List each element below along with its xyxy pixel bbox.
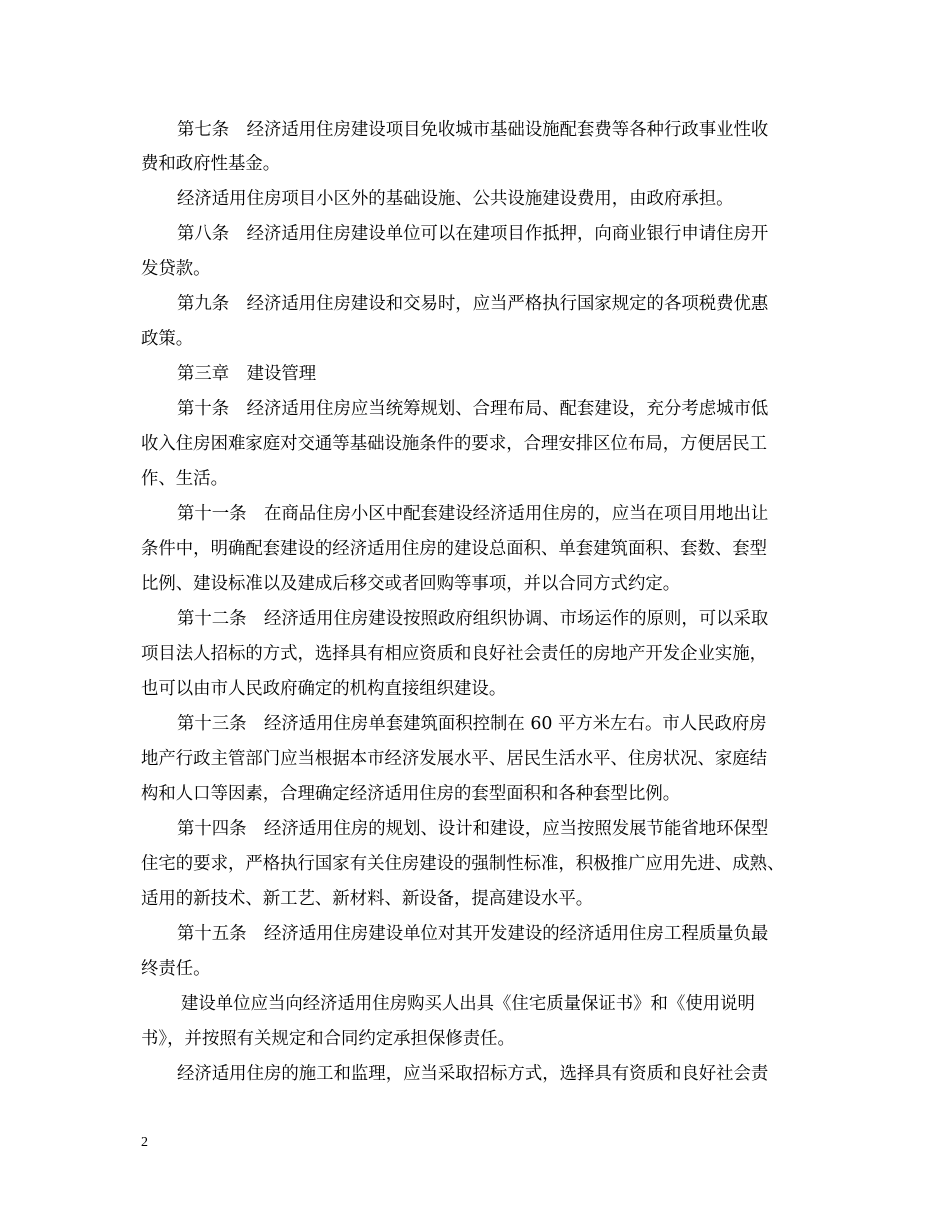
text-line: 地产行政主管部门应当根据本市经济发展水平、居民生活水平、住房状况、家庭结 bbox=[141, 749, 768, 769]
text-line: 第九条 经济适用住房建设和交易时，应当严格执行国家规定的各项税费优惠 bbox=[177, 294, 769, 314]
text-line: 收入住房困难家庭对交通等基础设施条件的要求，合理安排区位布局，方便居民工 bbox=[141, 434, 768, 454]
text-line: 费和政府性基金。 bbox=[141, 154, 281, 174]
chapter-heading: 第三章 建设管理 bbox=[177, 364, 317, 384]
text-line: 第十五条 经济适用住房建设单位对其开发建设的经济适用住房工程质量负最 bbox=[177, 924, 769, 944]
text-line: 经济适用住房项目小区外的基础设施、公共设施建设费用，由政府承担。 bbox=[177, 189, 734, 209]
text-line: 经济适用住房的施工和监理，应当采取招标方式，选择具有资质和良好社会责 bbox=[177, 1064, 769, 1084]
text-line: 住宅的要求，严格执行国家有关住房建设的强制性标准，积极推广应用先进、成熟、 bbox=[141, 854, 785, 874]
text-line: 构和人口等因素，合理确定经济适用住房的套型面积和各种套型比例。 bbox=[141, 784, 681, 804]
text-line: 条件中，明确配套建设的经济适用住房的建设总面积、单套建筑面积、套数、套型 bbox=[141, 539, 768, 559]
text-line: 第十一条 在商品住房小区中配套建设经济适用住房的，应当在项目用地出让 bbox=[177, 504, 769, 524]
text-line: 建设单位应当向经济适用住房购买人出具《住宅质量保证书》和《使用说明 bbox=[181, 994, 755, 1014]
text-line: 第十条 经济适用住房应当统筹规划、合理布局、配套建设，充分考虑城市低 bbox=[177, 399, 769, 419]
text-line: 作、生活。 bbox=[141, 469, 228, 489]
text-line: 第十二条 经济适用住房建设按照政府组织协调、市场运作的原则，可以采取 bbox=[177, 609, 769, 629]
text-line: 第八条 经济适用住房建设单位可以在建项目作抵押，向商业银行申请住房开 bbox=[177, 224, 769, 244]
text-line: 比例、建设标准以及建成后移交或者回购等事项，并以合同方式约定。 bbox=[141, 574, 681, 594]
page-number: 2 bbox=[141, 1135, 148, 1150]
text-line: 终责任。 bbox=[141, 959, 211, 979]
text-line: 第十三条 经济适用住房单套建筑面积控制在 60 平方米左右。市人民政府房 bbox=[177, 714, 767, 734]
text-line: 适用的新技术、新工艺、新材料、新设备，提高建设水平。 bbox=[141, 889, 594, 909]
text-line: 发贷款。 bbox=[141, 259, 211, 279]
text-line: 项目法人招标的方式，选择具有相应资质和良好社会责任的房地产开发企业实施， bbox=[141, 644, 768, 664]
text-line: 第十四条 经济适用住房的规划、设计和建设，应当按照发展节能省地环保型 bbox=[177, 819, 769, 839]
text-line: 也可以由市人民政府确定的机构直接组织建设。 bbox=[141, 679, 507, 699]
text-line: 政策。 bbox=[141, 329, 194, 349]
text-line: 第七条 经济适用住房建设项目免收城市基础设施配套费等各种行政事业性收 bbox=[177, 120, 769, 140]
text-line: 书》，并按照有关规定和合同约定承担保修责任。 bbox=[141, 1029, 515, 1049]
